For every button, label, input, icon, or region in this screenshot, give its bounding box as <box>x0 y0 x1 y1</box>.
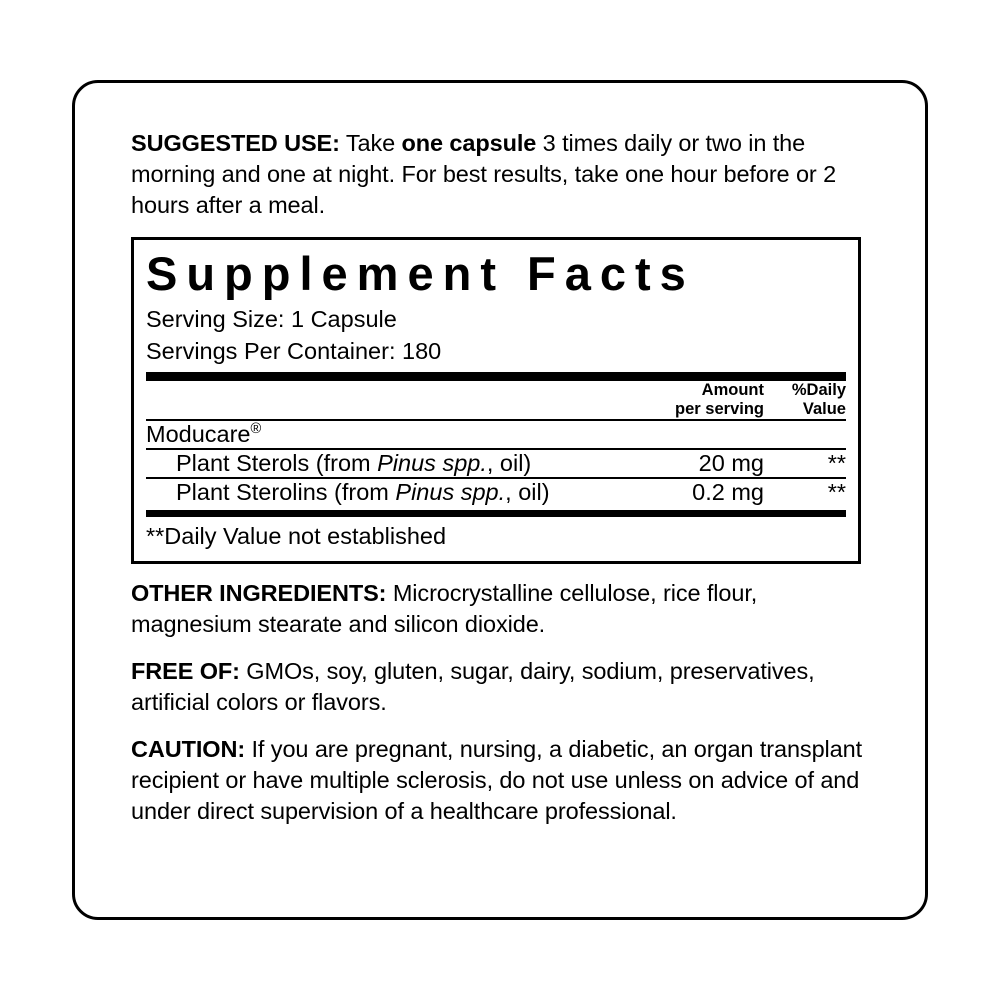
table-row-group <box>146 421 846 448</box>
caution-paragraph <box>131 734 883 827</box>
label-content <box>131 128 883 827</box>
daily-value-footnote: **Daily Value not established <box>146 523 447 549</box>
supplement-facts-box <box>131 237 861 564</box>
registered-symbol: ® <box>250 421 262 438</box>
row-0-name <box>146 450 624 477</box>
other-ingredients-text: Microcrystalline cellulose, rice flour, magnesium stearate and silicon dioxide. <box>131 580 758 637</box>
free-of-text: GMOs, soy, gluten, sugar, dairy, sodium, preservatives, artificial colors or flavors. <box>131 658 815 715</box>
group-amount <box>624 421 764 448</box>
suggested-use-emphasis: one capsule <box>401 130 537 156</box>
caution-text: If you are pregnant, nursing, a diabetic, an organ transplant recipient or have multiple sclerosis, do not use unless on advice of and under direct supervision of a healthcare professional. <box>131 736 863 824</box>
row-0-name-italic: Pinus spp. <box>377 450 487 476</box>
free-of-heading: FREE OF: <box>131 658 240 684</box>
suggested-use-paragraph <box>131 128 883 221</box>
caution-heading: CAUTION: <box>131 736 246 762</box>
table-header-row <box>146 381 846 419</box>
header-dv-line1: %Daily <box>791 381 846 399</box>
label-footer-text <box>131 578 883 827</box>
servings-per-container: Servings Per Container: 180 <box>146 338 442 364</box>
suggested-use-heading: SUGGESTED USE: <box>131 130 340 156</box>
row-1-name-after: , oil) <box>505 479 550 505</box>
suggested-use-text-1: Take <box>339 130 402 156</box>
row-1-amount: 0.2 mg <box>692 479 764 505</box>
row-0-name-after: , oil) <box>486 450 532 476</box>
supplement-facts-table <box>146 381 846 506</box>
header-daily-value <box>764 381 846 419</box>
supplement-label-panel <box>72 80 928 920</box>
suggested-use-text-2: 3 times daily or two in the morning and one at night. For best results, take one hour before or 2 hours after a meal. <box>131 130 837 218</box>
supplement-facts-title: Supplement Facts <box>146 247 695 300</box>
other-ingredients-heading: OTHER INGREDIENTS: <box>131 580 387 606</box>
free-of-paragraph <box>131 656 883 718</box>
row-0-dv: ** <box>827 450 846 476</box>
group-dv <box>764 421 846 448</box>
header-amount-line1: Amount <box>701 381 764 399</box>
header-amount-line2: per serving <box>675 400 764 418</box>
table-row <box>146 479 846 506</box>
rule-thick-top <box>146 372 846 381</box>
table-row <box>146 450 846 477</box>
row-1-dv: ** <box>827 479 846 505</box>
other-ingredients-paragraph <box>131 578 883 640</box>
header-dv-line2: Value <box>802 400 846 418</box>
rule-before-footnote <box>146 510 846 517</box>
row-0-amount: 20 mg <box>698 450 764 476</box>
row-1-name-before: Plant Sterolins (from <box>176 479 396 505</box>
header-blank <box>146 381 624 419</box>
serving-size: Serving Size: 1 Capsule <box>146 306 397 332</box>
row-1-name-italic: Pinus spp. <box>395 479 506 505</box>
group-name: Moducare <box>146 421 251 447</box>
group-name-cell <box>146 421 624 448</box>
header-amount <box>624 381 764 419</box>
row-1-name <box>146 479 624 506</box>
row-0-name-before: Plant Sterols (from <box>176 450 378 476</box>
